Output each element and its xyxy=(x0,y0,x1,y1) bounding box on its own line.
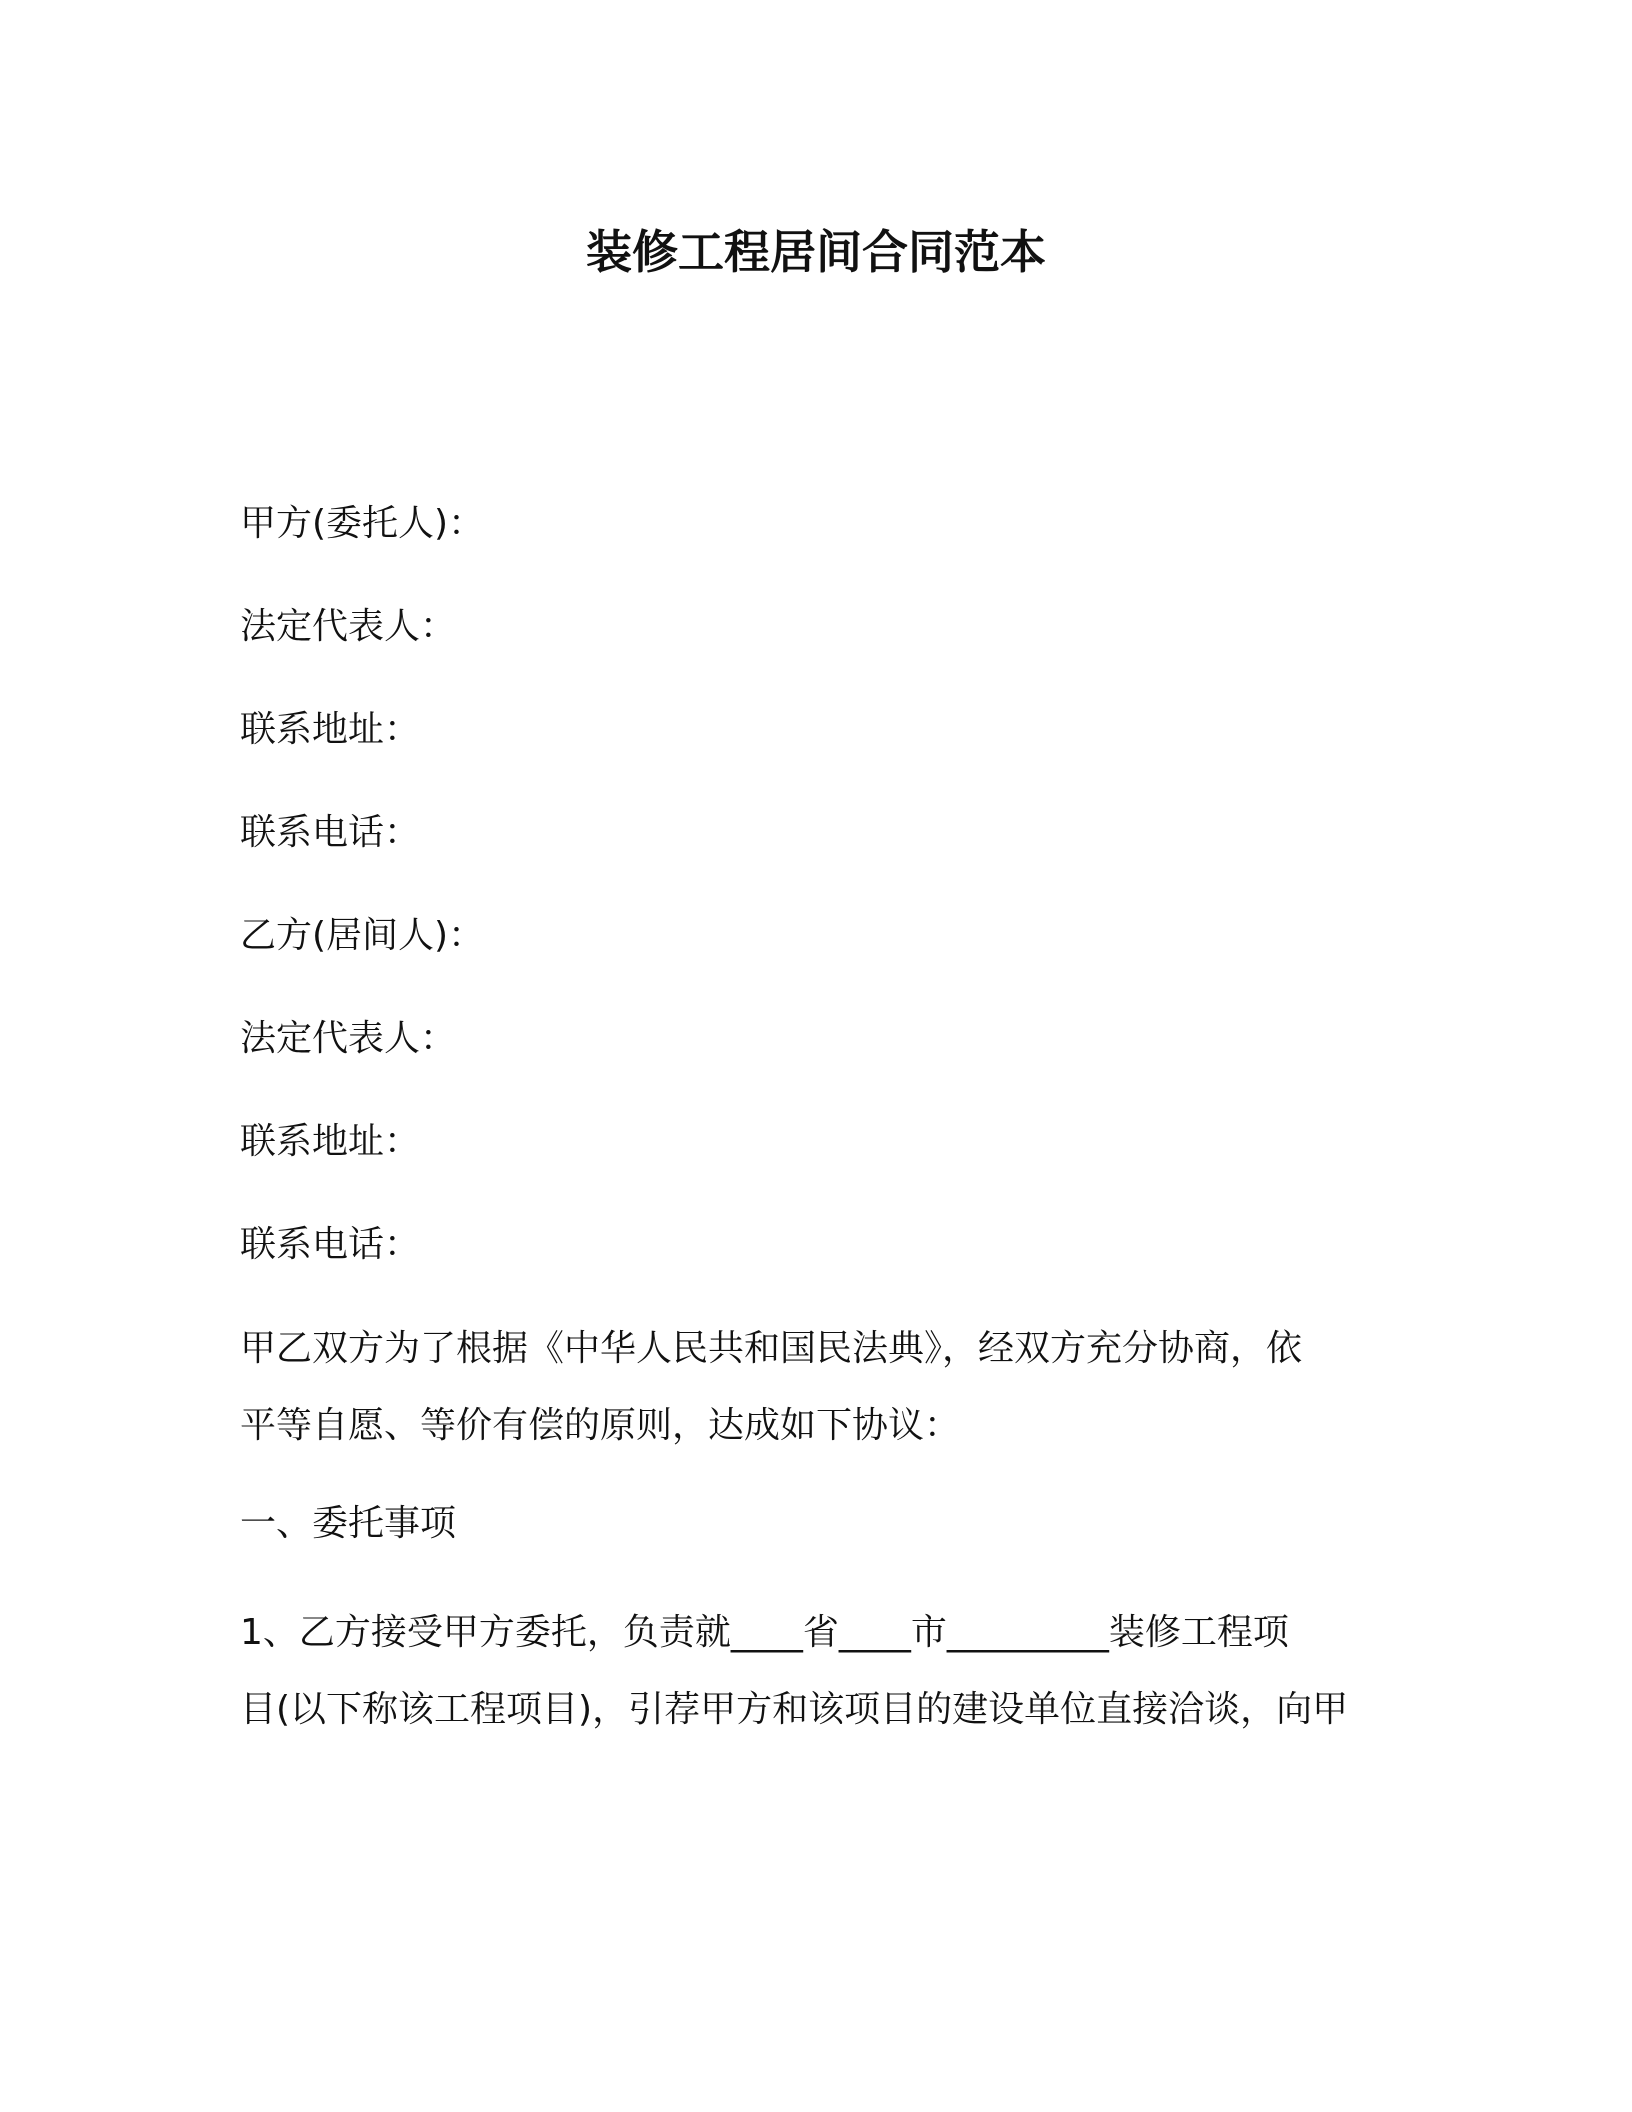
preamble-line: 平等自愿、等价有偿的原则，达成如下协议： xyxy=(240,1405,961,1446)
section-heading: 一、委托事项 xyxy=(240,1503,457,1544)
section-item-line: 目(以下称该工程项目)，引荐甲方和该项目的建设单位直接洽谈，向甲 xyxy=(240,1689,1349,1730)
preamble-line: 甲乙双方为了根据《中华人民共和国民法典》，经双方充分协商，依 xyxy=(240,1328,1303,1369)
section-item-paragraph xyxy=(240,1594,1410,1748)
party-a-phone: 联系电话： xyxy=(240,812,421,853)
party-a-legal-rep: 法定代表人： xyxy=(240,606,457,647)
preamble-paragraph xyxy=(240,1310,1410,1464)
section-item-line: 1、乙方接受甲方委托，负责就____省____市_________装修工程项 xyxy=(240,1612,1289,1653)
party-a-heading: 甲方(委托人)： xyxy=(240,503,485,544)
party-a-address: 联系地址： xyxy=(240,709,421,750)
party-b-phone: 联系电话： xyxy=(240,1224,421,1265)
document-title: 装修工程居间合同范本 xyxy=(586,225,1046,279)
party-b-legal-rep: 法定代表人： xyxy=(240,1018,457,1059)
party-b-heading: 乙方(居间人)： xyxy=(240,915,485,956)
party-b-address: 联系地址： xyxy=(240,1121,421,1162)
